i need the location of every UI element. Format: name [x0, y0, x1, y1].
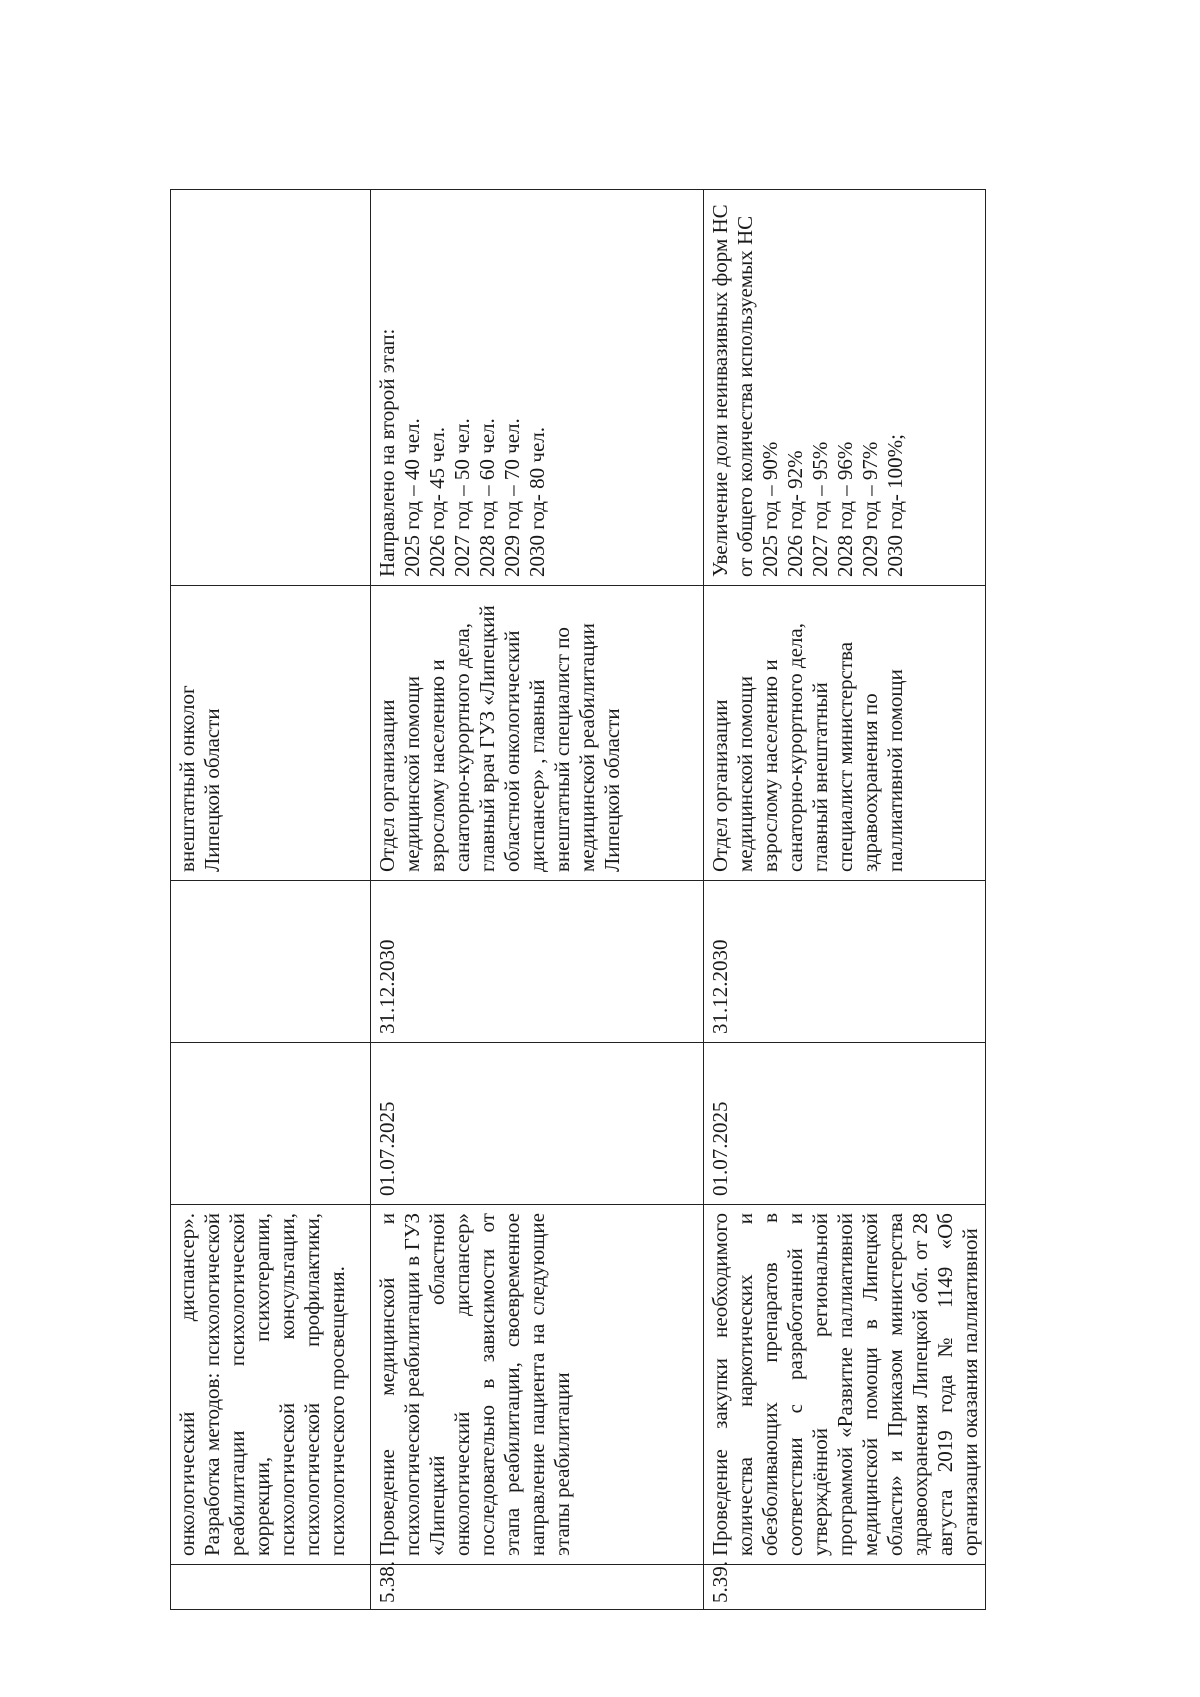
continuation-number-cell: [171, 1565, 371, 1610]
result-cell: [704, 190, 986, 586]
start-date: 01.07.2025: [704, 1043, 986, 1205]
activity-cell: [371, 1205, 704, 1565]
responsible-cell: [704, 586, 986, 881]
result-item: 2025 год – 90%: [758, 441, 782, 577]
measures-table: [170, 189, 986, 1610]
end-date: 31.12.2030: [371, 881, 704, 1043]
responsible-cell: [371, 586, 704, 881]
continuation-activity-text: онкологический диспансер». Разработка методов: психологической реабилитации психологической коррекции, психотерапии, психологической консультации, психологической профилактики, психологического просвещения.: [175, 1213, 349, 1556]
continuation-row: [171, 190, 371, 1610]
continuation-start-cell: [171, 1043, 371, 1205]
result-item: 2026 год- 45 чел.: [425, 426, 449, 577]
responsible-text: Отдел организации медицинской помощи взрослому населению и санаторно-курортного дела, главный врач ГУЗ «Липецкий областной онкологический диспансер» , главный внештатный специалист по медицинской реабилитации Липецкой области: [375, 605, 624, 872]
result-item: 2028 год – 96%: [833, 441, 857, 577]
continuation-end-cell: [171, 881, 371, 1043]
responsible-text: Отдел организации медицинской помощи взрослому населению и санаторно-курортного дела, главный внештатный специалист министерства здравоохранения по паллиативной помощи: [708, 623, 907, 872]
result-item: 2028 год – 60 чел.: [475, 418, 499, 577]
table-row: [704, 190, 986, 1610]
row-number: 5.39.: [704, 1565, 986, 1610]
result-item: 2029 год – 70 чел.: [500, 418, 524, 577]
start-date: 01.07.2025: [371, 1043, 704, 1205]
result-heading: Направлено на второй этап:: [375, 328, 399, 577]
activity-text: Проведение медицинской и психологической реабилитации в ГУЗ «Липецкий областной онкологический диспансер» последовательно в зависимости от этапа реабилитации, своевременное направление пациента на следующие этапы реабилитации: [375, 1213, 574, 1556]
continuation-responsible-text: внештатный онколог Липецкой области: [175, 685, 224, 872]
continuation-result-cell: [171, 190, 371, 586]
activity-cell: [704, 1205, 986, 1565]
result-item: 2030 год- 100%;: [883, 434, 907, 577]
result-item: 2027 год – 50 чел.: [450, 418, 474, 577]
result-item: 2026 год- 92%: [783, 450, 807, 577]
activity-text: Проведение закупки необходимого количества наркотических и обезболивающих препаратов в соответствии с разработанной и утверждённой региональной программой «Развитие паллиативной медицинской помощи в Липецкой области» и Приказом министерства здравоохранения Липецкой обл. от 28 августа 2019 года № 1149 «Об организации оказания паллиативной: [708, 1213, 982, 1556]
result-item: 2027 год – 95%: [808, 441, 832, 577]
end-date: 31.12.2030: [704, 881, 986, 1043]
row-number: 5.38.: [371, 1565, 704, 1610]
rotated-page: [170, 190, 982, 1610]
result-cell: [371, 190, 704, 586]
continuation-responsible-cell: [171, 586, 371, 881]
result-heading: Увеличение доли неинвазивных форм НС от общего количества используемых НС: [708, 204, 757, 577]
result-item: 2030 год- 80 чел.: [525, 426, 549, 577]
result-item: 2025 год – 40 чел.: [400, 418, 424, 577]
table-row: [371, 190, 704, 1610]
result-item: 2029 год – 97%: [858, 441, 882, 577]
continuation-activity-cell: [171, 1205, 371, 1565]
